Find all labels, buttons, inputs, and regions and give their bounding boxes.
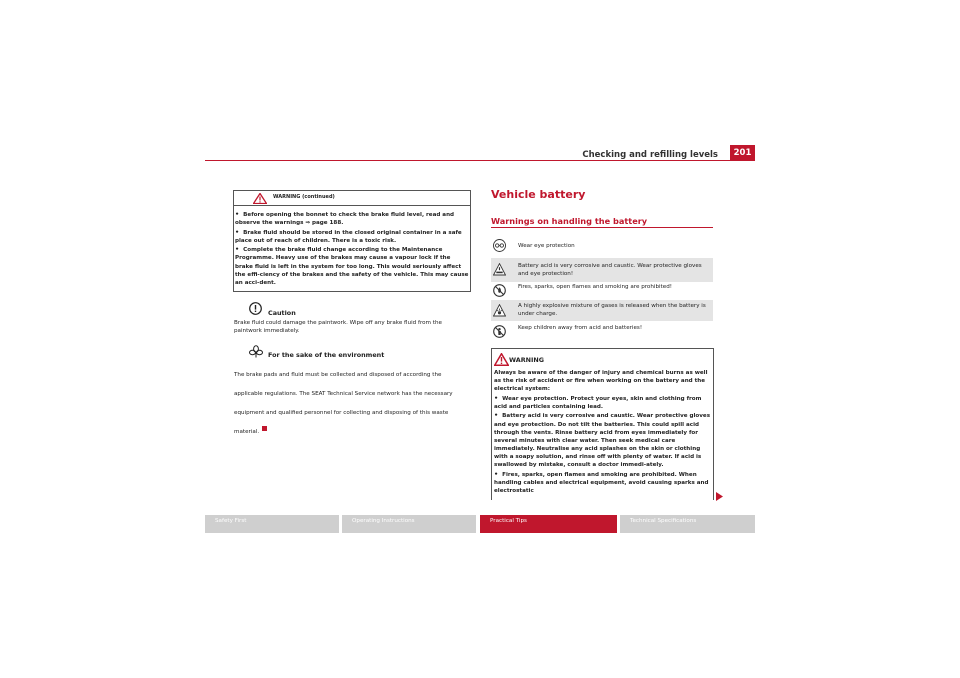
symbol-row-corrosive	[491, 258, 713, 282]
warning-continued-list	[235, 210, 469, 287]
symbol-text: Battery acid is very corrosive and caustic. Wear protective gloves and eye protection!	[518, 263, 702, 277]
warning-triangle-icon	[253, 193, 267, 204]
warning-continued-box	[233, 190, 471, 292]
warning-title: WARNING	[509, 356, 544, 364]
symbol-row-no-fire	[491, 281, 713, 299]
tab-label: Practical Tips	[490, 518, 527, 524]
header-rule	[205, 160, 755, 161]
symbol-text: Fires, sparks, open flames and smoking are prohibited!	[518, 284, 672, 290]
environment-body: The brake pads and fluid must be collected and disposed of according the applicable regulations. The SEAT Technical Service network has the necessary equipment and qualified personnel for collecting and disposing of this waste material.	[234, 372, 453, 435]
environment-title: For the sake of the environment	[268, 351, 385, 359]
caution-title: Caution	[268, 309, 296, 317]
no-fire-icon	[493, 284, 506, 297]
warning-continued-header	[234, 191, 470, 206]
warning-item: • Brake fluid should be stored in the closed original container in a safe place out of reach of children. There is a toxic risk.	[235, 228, 469, 245]
warning-item: • Before opening the bonnet to check the brake fluid level, read and observe the warnings ⇒ page 188.	[235, 210, 469, 227]
tab-safety-first[interactable]	[205, 515, 339, 533]
subsection-rule	[491, 227, 713, 228]
warning-item: • Battery acid is very corrosive and caustic. Wear protective gloves and eye protection. Do not tilt the batteries. This could spill acid through the vents. Rinse battery acid from eyes immediately for several minutes with clear water. Then seek medical care immediately. Neutralise any acid splashes on the skin or clothing with a soapy solution, and rinse off with plenty of water. If acid is swallowed by mistake, consult a doctor immedi-ately.	[494, 411, 714, 469]
warning-continued-label: WARNING (continued)	[273, 194, 335, 200]
tab-label: Operating Instructions	[352, 518, 415, 524]
explosive-icon	[493, 304, 506, 317]
eye-protection-icon	[493, 239, 506, 252]
tab-label: Technical Specifications	[630, 518, 697, 524]
environment-leaf-icon	[249, 345, 263, 358]
symbol-text: A highly explosive mixture of gases is released when the battery is under charge.	[518, 303, 706, 317]
caution-icon	[249, 302, 262, 315]
symbol-row-keep-children-away	[491, 323, 713, 339]
battery-warning-box	[491, 348, 714, 500]
warning-triangle-icon	[494, 353, 509, 366]
tab-practical-tips[interactable]	[480, 515, 617, 533]
corrosive-icon	[493, 263, 506, 276]
symbol-row-eye-protection	[491, 236, 713, 254]
tab-technical-specifications[interactable]	[620, 515, 755, 533]
page-header-title: Checking and refilling levels	[582, 150, 718, 160]
caution-body: Brake fluid could damage the paintwork. Wipe off any brake fluid from the paintwork immediately.	[234, 320, 442, 335]
section-title: Vehicle battery	[491, 188, 586, 201]
page-number: 201	[730, 145, 755, 161]
tab-operating-instructions[interactable]	[342, 515, 476, 533]
warning-intro: Always be aware of the danger of injury and chemical burns as well as the risk of accident or fire when working on the battery and the electrical system:	[494, 370, 708, 393]
symbol-text: Keep children away from acid and batteries!	[518, 325, 643, 331]
warning-item: • Fires, sparks, open flames and smoking are prohibited. When handling cables and electrical equipment, avoid causing sparks and electrostatic	[494, 470, 714, 495]
subsection-title: Warnings on handling the battery	[491, 216, 648, 226]
end-of-section-marker	[262, 426, 267, 431]
symbol-text: Wear eye protection	[518, 243, 575, 249]
warning-item: • Wear eye protection. Protect your eyes, skin and clothing from acid and particles containing lead.	[494, 394, 714, 411]
warning-body	[494, 369, 714, 495]
tab-label: Safety First	[215, 518, 247, 524]
keep-children-away-icon	[493, 325, 506, 338]
warning-item: • Complete the brake fluid change according to the Maintenance Programme. Heavy use of the brakes may cause a vapour lock if the brake fluid is left in the system for too long. This would seriously affect the effi-ciency of the brakes and the safety of the vehicle. This may cause an acci-dent.	[235, 245, 469, 286]
symbol-row-explosive	[491, 300, 713, 321]
continue-arrow-icon	[716, 492, 723, 501]
environment-note	[234, 361, 470, 437]
